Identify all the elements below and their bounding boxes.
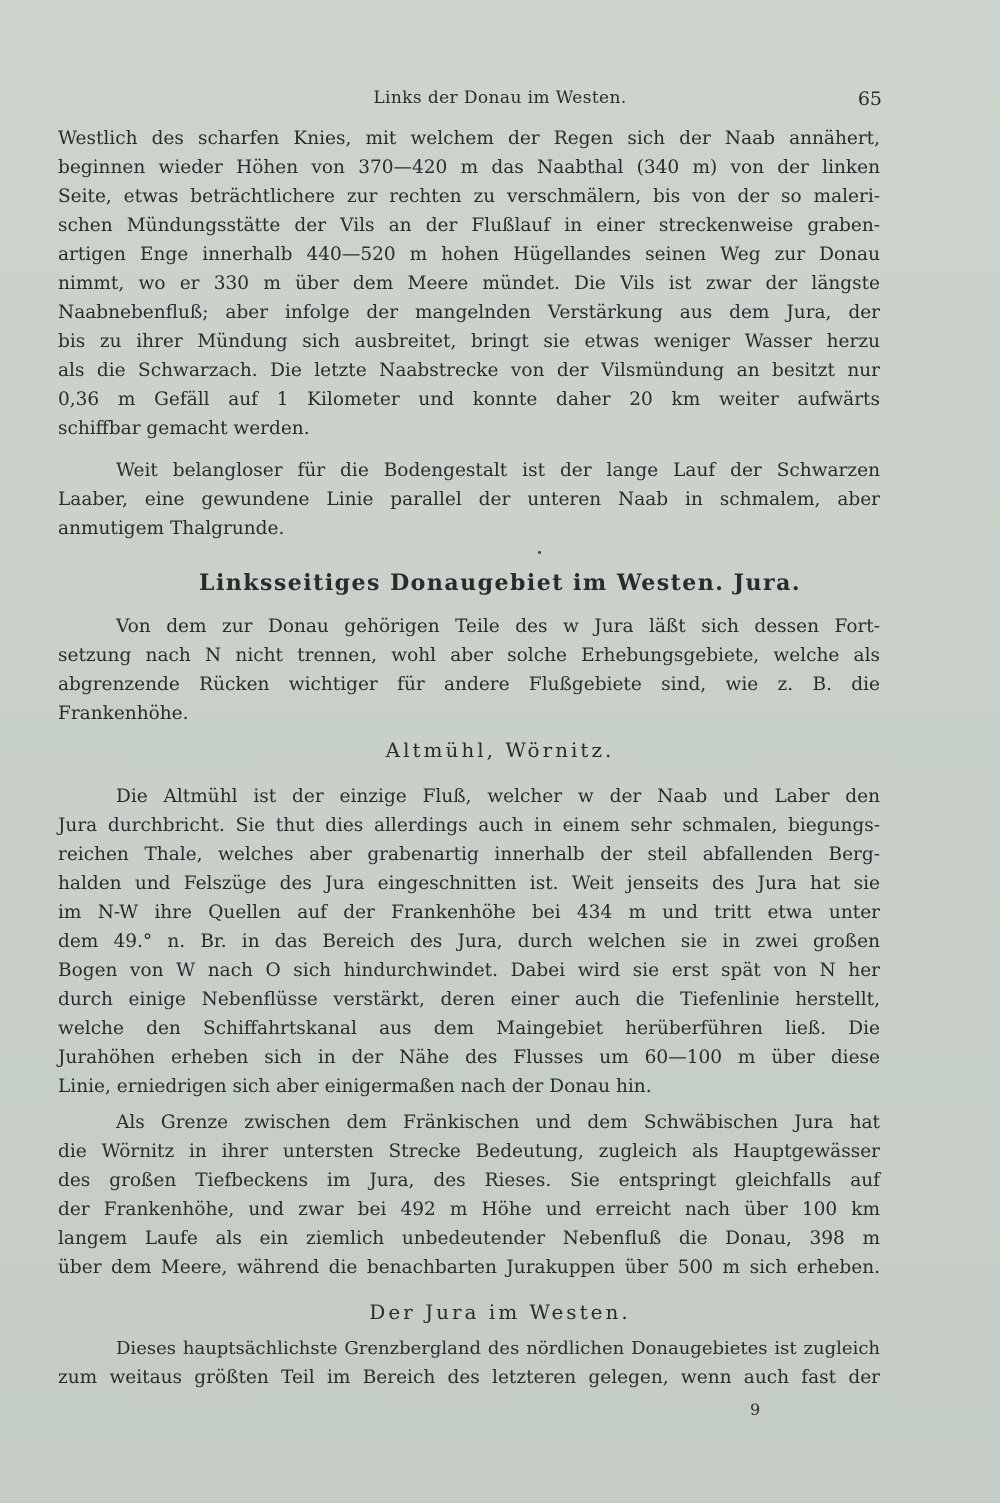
text-line: welche den Schiffahrtskanal aus dem Maingebiet herüberführen ließ. Die bbox=[58, 1018, 880, 1039]
text-line: durch einige Nebenflüsse verstärkt, deren einer auch die Tiefenlinie herstellt, bbox=[58, 989, 880, 1010]
text-line: Jurahöhen erheben sich in der Nähe des Flusses um 60—100 m über diese bbox=[58, 1047, 880, 1068]
separator-dot bbox=[538, 551, 541, 554]
text-line: die Wörnitz in ihrer untersten Strecke Bedeutung, zugleich als Hauptgewässer bbox=[58, 1141, 880, 1162]
text-line: schiffbar gemacht werden. bbox=[58, 418, 310, 439]
text-line: dem 49.° n. Br. in das Bereich des Jura, durch welchen sie in zwei großen bbox=[58, 931, 880, 952]
text-line: Bogen von W nach O sich hindurchwindet. Dabei wird sie erst spät von N her bbox=[58, 960, 880, 981]
page-number: 65 bbox=[857, 88, 882, 110]
text-line: über dem Meere, während die benachbarten Jurakuppen über 500 m sich erheben. bbox=[58, 1257, 880, 1278]
text-line: Seite, etwas beträchtlichere zur rechten zu verschmälern, bis von der so maleri- bbox=[58, 186, 880, 207]
text-line: setzung nach N nicht trennen, wohl aber solche Erhebungsgebiete, welche als bbox=[58, 645, 880, 666]
signature-mark: 9 bbox=[750, 1400, 761, 1419]
running-head: Links der Donau im Westen. bbox=[373, 88, 627, 108]
text-line: artigen Enge innerhalb 440—520 m hohen Hügellandes seinen Weg zur Donau bbox=[58, 244, 880, 265]
text-line: Laaber, eine gewundene Linie parallel der unteren Naab in schmalem, aber bbox=[58, 489, 880, 510]
text-line: schen Mündungsstätte der Vils an der Flußlauf in einer streckenweise graben- bbox=[58, 215, 880, 236]
text-line: des großen Tiefbeckens im Jura, des Rieses. Sie entspringt gleichfalls auf bbox=[58, 1170, 880, 1191]
text-line: Jura durchbricht. Sie thut dies allerdings auch in einem sehr schmalen, biegungs- bbox=[58, 815, 880, 836]
subheading-altmuehl: Altmühl, Wörnitz. bbox=[385, 738, 615, 762]
text-line: langem Laufe als ein ziemlich unbedeutender Nebenfluß die Donau, 398 m bbox=[58, 1228, 880, 1249]
text-line: bis zu ihrer Mündung sich ausbreitet, bringt sie etwas weniger Wasser herzu bbox=[58, 331, 880, 352]
text-line: Von dem zur Donau gehörigen Teile des w Jura läßt sich dessen Fort- bbox=[116, 616, 880, 637]
text-line: Weit belangloser für die Bodengestalt ist der lange Lauf der Schwarzen bbox=[116, 460, 880, 481]
text-line: der Frankenhöhe, und zwar bei 492 m Höhe und erreicht nach über 100 km bbox=[58, 1199, 880, 1220]
text-line: halden und Felszüge des Jura eingeschnitten ist. Weit jenseits des Jura hat sie bbox=[58, 873, 880, 894]
text-line: zum weitaus größten Teil im Bereich des letzteren gelegen, wenn auch fast der bbox=[58, 1367, 880, 1388]
section-heading: Linksseitiges Donaugebiet im Westen. Jura. bbox=[198, 570, 802, 596]
text-line: Als Grenze zwischen dem Fränkischen und dem Schwäbischen Jura hat bbox=[116, 1112, 880, 1133]
text-line: Dieses hauptsächlichste Grenzbergland des nördlichen Donaugebietes ist zugleich bbox=[116, 1338, 880, 1359]
text-line: im N-W ihre Quellen auf der Frankenhöhe bei 434 m und tritt etwa unter bbox=[58, 902, 880, 923]
text-line: Frankenhöhe. bbox=[58, 703, 189, 724]
text-line: abgrenzende Rücken wichtiger für andere Flußgebiete sind, wie z. B. die bbox=[58, 674, 880, 695]
text-line: 0,36 m Gefäll auf 1 Kilometer und konnte daher 20 km weiter aufwärts bbox=[58, 389, 880, 410]
text-line: Die Altmühl ist der einzige Fluß, welcher w der Naab und Laber den bbox=[116, 786, 880, 807]
text-line: anmutigem Thalgrunde. bbox=[58, 518, 285, 539]
text-line: Westlich des scharfen Knies, mit welchem der Regen sich der Naab annähert, bbox=[58, 128, 880, 149]
text-line: Naabnebenfluß; aber infolge der mangelnden Verstärkung aus dem Jura, der bbox=[58, 302, 880, 323]
text-line: als die Schwarzach. Die letzte Naabstrecke von der Vilsmündung an besitzt nur bbox=[58, 360, 880, 381]
text-line: nimmt, wo er 330 m über dem Meere mündet. Die Vils ist zwar der längste bbox=[58, 273, 880, 294]
text-line: beginnen wieder Höhen von 370—420 m das Naabthal (340 m) von der linken bbox=[58, 157, 880, 178]
text-line: Linie, erniedrigen sich aber einigermaßen nach der Donau hin. bbox=[58, 1076, 652, 1097]
text-line: reichen Thale, welches aber grabenartig innerhalb der steil abfallenden Berg- bbox=[58, 844, 880, 865]
subheading-jura: Der Jura im Westen. bbox=[369, 1300, 631, 1324]
